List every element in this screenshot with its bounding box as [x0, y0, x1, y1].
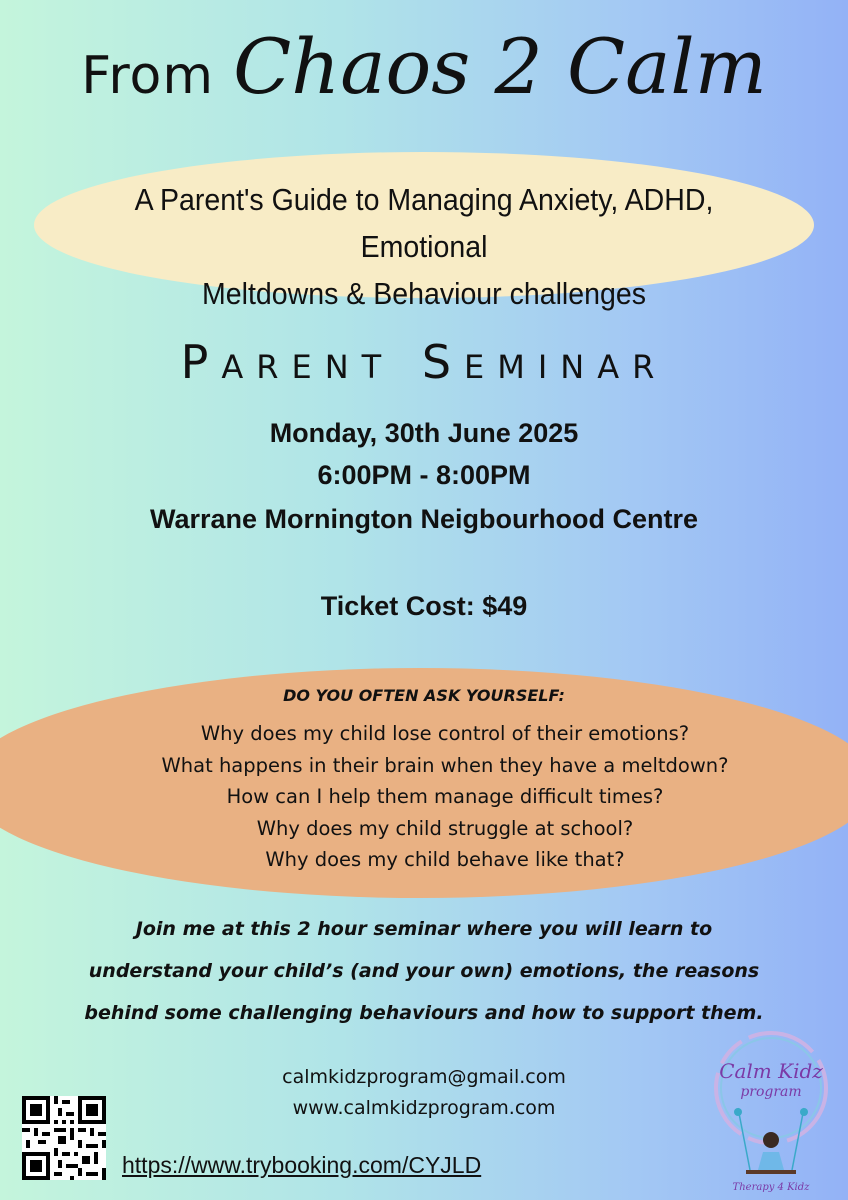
- seminar-heading: Parent Seminar: [180, 335, 668, 389]
- event-date: Monday, 30th June 2025: [269, 418, 579, 448]
- subtitle-line-1: A Parent's Guide to Managing Anxiety, ADHD, Emotional: [134, 182, 714, 264]
- qr-code[interactable]: [22, 1096, 106, 1180]
- logo-name: Calm Kidz: [719, 1059, 823, 1083]
- title-prefix: From: [81, 46, 215, 106]
- logo-tagline: Therapy 4 Kidz: [732, 1182, 810, 1193]
- calm-kidz-logo: [706, 1030, 836, 1195]
- subtitle: [71, 176, 778, 317]
- question-item: Why does my child behave like that?: [265, 848, 625, 871]
- question-item: How can I help them manage difficult times?: [226, 785, 664, 808]
- questions-list: [120, 718, 770, 876]
- contact-email[interactable]: calmkidzprogram@gmail.com: [282, 1066, 566, 1088]
- booking-link[interactable]: https://www.trybooking.com/CYJLD: [122, 1152, 482, 1178]
- intro-line-3: behind some challenging behaviours and how to support them.: [84, 1002, 764, 1024]
- question-item: Why does my child struggle at school?: [256, 816, 634, 840]
- event-time: 6:00PM - 8:00PM: [317, 460, 531, 490]
- event-venue: Warrane Mornington Neigbourhood Centre: [150, 504, 698, 534]
- ticket-cost: Ticket Cost: $49: [320, 591, 528, 621]
- subtitle-line-2: Meltdowns & Behaviour challenges: [202, 276, 646, 311]
- question-item: Why does my child lose control of their emotions?: [200, 722, 690, 745]
- logo-sub: program: [740, 1084, 802, 1100]
- intro-line-2: understand your child’s (and your own) emotions, the reasons: [88, 960, 760, 982]
- title-script: Chaos 2 Calm: [233, 22, 767, 111]
- intro-line-1: Join me at this 2 hour seminar where you will learn to: [135, 918, 713, 940]
- question-item: What happens in their brain when they have a meltdown?: [161, 753, 729, 777]
- main-title: [0, 22, 848, 111]
- intro-text: [60, 908, 788, 1034]
- contact-website[interactable]: www.calmkidzprogram.com: [292, 1097, 556, 1119]
- questions-heading: DO YOU OFTEN ASK YOURSELF:: [283, 686, 565, 705]
